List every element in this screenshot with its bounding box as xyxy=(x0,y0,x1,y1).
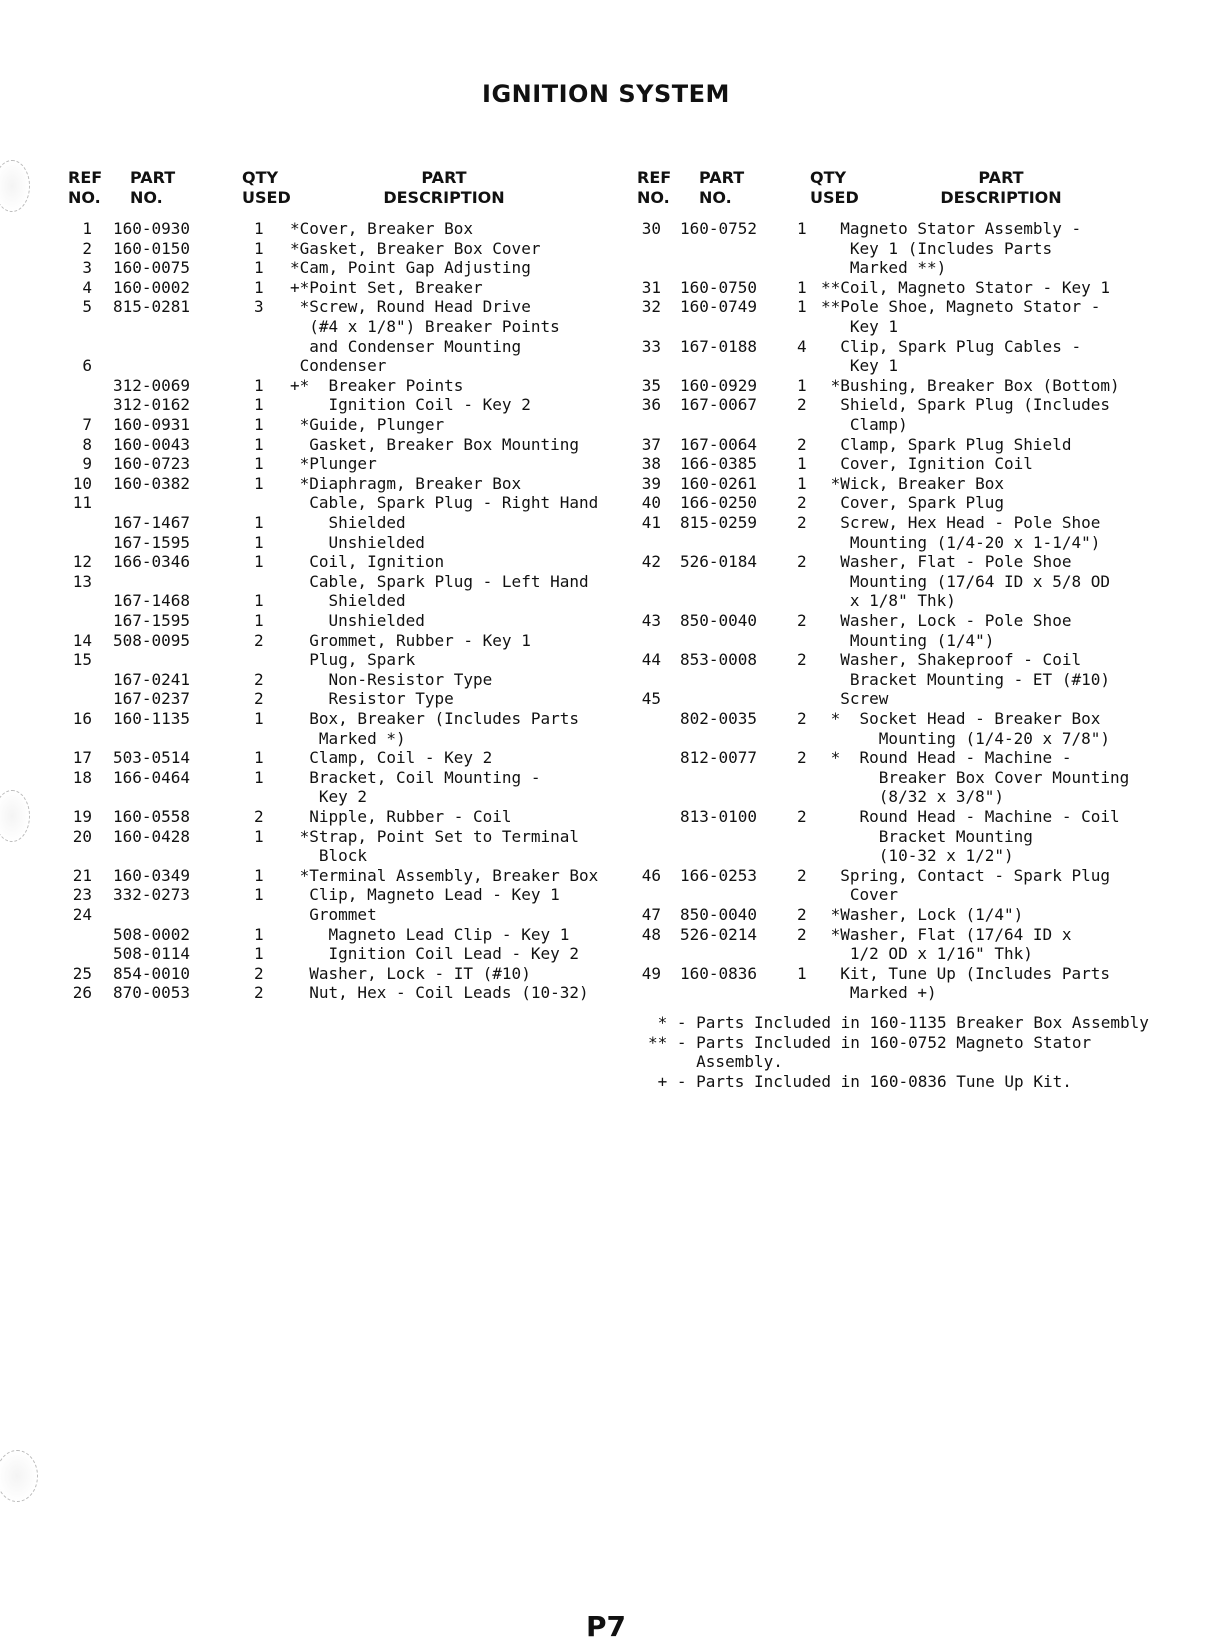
ref-cell: 26 xyxy=(72,983,92,1003)
description-cell: *Bushing, Breaker Box (Bottom) xyxy=(821,375,1120,395)
qty-cell: 1 xyxy=(797,219,807,238)
qty-cell: 2 xyxy=(797,650,807,670)
description-cell: Key 1 (Includes Parts xyxy=(821,238,1053,258)
qty-cell: 2 xyxy=(797,513,807,532)
part-no-cell: 813-0100 xyxy=(680,807,758,826)
part-no-cell: 812-0077 xyxy=(680,748,758,768)
description-cell: Mounting (1/4-20 x 7/8") xyxy=(821,728,1110,748)
part-no-cell: 815-0259 xyxy=(680,513,758,532)
description-cell: Cover, Spark Plug xyxy=(821,493,1005,513)
description-cell: * Round Head - Machine - xyxy=(821,748,1072,768)
ref-cell: 41 xyxy=(641,513,661,532)
punch-hole-icon xyxy=(0,790,30,842)
part-no-cell: 160-0836 xyxy=(680,963,758,983)
qty-cell: 2 xyxy=(797,905,807,924)
description-cell: Key 2 xyxy=(290,787,368,807)
description-cell: *Guide, Plunger xyxy=(290,415,445,434)
description-cell: Magneto Stator Assembly - xyxy=(821,219,1082,238)
description-cell: Grommet, Rubber - Key 1 xyxy=(290,630,531,650)
description-cell: (10-32 x 1/2") xyxy=(821,846,1014,866)
part-no-cell: 160-0349 xyxy=(113,865,191,885)
ref-cell: 49 xyxy=(641,963,661,983)
description-cell: (8/32 x 3/8") xyxy=(821,787,1005,807)
description-cell: Bracket Mounting - ET (#10) xyxy=(821,669,1110,689)
part-no-cell: 870-0053 xyxy=(113,983,191,1003)
qty-cell: 1 xyxy=(797,277,807,297)
description-cell: Block xyxy=(290,846,368,866)
description-cell: x 1/8" Thk) xyxy=(821,591,956,611)
part-no-cell: 166-0346 xyxy=(113,552,191,572)
qty-cell: 2 xyxy=(797,395,807,415)
ref-cell: 12 xyxy=(72,552,92,572)
part-no-cell: 160-0723 xyxy=(113,454,191,474)
description-cell: Marked **) xyxy=(821,258,947,278)
ref-cell: 16 xyxy=(72,709,92,728)
part-no-cell: 160-0261 xyxy=(680,473,758,493)
description-cell: *Terminal Assembly, Breaker Box xyxy=(290,865,599,885)
ref-cell: 44 xyxy=(641,650,661,670)
description-cell: Cable, Spark Plug - Left Hand xyxy=(290,571,589,591)
part-no-cell: 167-0237 xyxy=(113,689,191,709)
part-no-cell: 853-0008 xyxy=(680,650,758,670)
description-cell: **Pole Shoe, Magneto Stator - xyxy=(821,297,1101,317)
page-number: P7 xyxy=(585,1610,626,1643)
header-qty-used: QTY USED xyxy=(810,168,859,207)
part-no-cell: 166-0250 xyxy=(680,493,758,513)
footnote-line: ** - Parts Included in 160-0752 Magneto Stator xyxy=(648,1032,1092,1052)
page-title: IGNITION SYSTEM xyxy=(482,80,730,108)
qty-cell: 1 xyxy=(254,415,264,434)
part-no-cell: 312-0069 xyxy=(113,375,191,395)
part-no-cell: 167-1467 xyxy=(113,513,191,532)
qty-cell: 1 xyxy=(797,375,807,395)
qty-cell: 1 xyxy=(254,238,264,258)
footnote-line: Assembly. xyxy=(648,1052,783,1072)
qty-cell: 1 xyxy=(254,473,264,493)
part-no-cell: 526-0214 xyxy=(680,924,758,944)
description-cell: Bracket, Coil Mounting - xyxy=(290,767,541,787)
qty-cell: 3 xyxy=(254,297,264,317)
description-cell: Washer, Lock - IT (#10) xyxy=(290,963,531,983)
qty-cell: 2 xyxy=(254,963,264,983)
ref-cell: 46 xyxy=(641,865,661,885)
part-no-cell: 167-0241 xyxy=(113,669,191,689)
description-cell: Condenser xyxy=(290,356,387,376)
qty-cell: 2 xyxy=(797,611,807,630)
part-no-cell: 160-0749 xyxy=(680,297,758,317)
description-cell: Gasket, Breaker Box Mounting xyxy=(290,434,579,454)
ref-cell: 23 xyxy=(72,885,92,905)
ref-cell: 3 xyxy=(82,258,92,278)
qty-cell: 1 xyxy=(254,944,264,964)
description-cell: *Plunger xyxy=(290,454,377,474)
qty-cell: 2 xyxy=(254,807,264,826)
description-cell: Key 1 xyxy=(821,356,899,376)
description-cell: Cover, Ignition Coil xyxy=(821,454,1033,474)
part-no-cell: 166-0385 xyxy=(680,454,758,474)
description-cell: Kit, Tune Up (Includes Parts xyxy=(821,963,1110,983)
qty-cell: 1 xyxy=(254,865,264,885)
qty-cell: 1 xyxy=(797,454,807,474)
qty-cell: 1 xyxy=(254,375,264,395)
qty-cell: 1 xyxy=(254,709,264,728)
qty-cell: 2 xyxy=(254,630,264,650)
description-cell: Ignition Coil Lead - Key 2 xyxy=(290,944,579,964)
ref-cell: 5 xyxy=(82,297,92,317)
description-cell: Cover xyxy=(821,885,899,905)
description-cell: *Wick, Breaker Box xyxy=(821,473,1005,493)
description-cell: **Coil, Magneto Stator - Key 1 xyxy=(821,277,1110,297)
part-no-cell: 160-0382 xyxy=(113,473,191,493)
description-cell: *Screw, Round Head Drive xyxy=(290,297,531,317)
ref-cell: 42 xyxy=(641,552,661,572)
qty-cell: 2 xyxy=(254,689,264,709)
description-cell: Shield, Spark Plug (Includes xyxy=(821,395,1110,415)
qty-cell: 1 xyxy=(797,963,807,983)
ref-cell: 37 xyxy=(641,434,661,454)
qty-cell: 2 xyxy=(797,748,807,768)
part-no-cell: 160-0929 xyxy=(680,375,758,395)
description-cell: Mounting (1/4-20 x 1-1/4") xyxy=(821,532,1101,552)
part-no-cell: 312-0162 xyxy=(113,395,191,415)
description-cell: Unshielded xyxy=(290,611,425,630)
header-part-no: PART NO. xyxy=(699,168,745,207)
description-cell: Ignition Coil - Key 2 xyxy=(290,395,531,415)
description-cell: *Gasket, Breaker Box Cover xyxy=(290,238,541,258)
qty-cell: 1 xyxy=(797,297,807,317)
description-cell: +* Breaker Points xyxy=(290,375,464,395)
description-cell: and Condenser Mounting xyxy=(290,336,522,356)
description-cell: Key 1 xyxy=(821,317,899,336)
header-part-description: PART DESCRIPTION xyxy=(383,168,505,207)
part-no-cell: 850-0040 xyxy=(680,905,758,924)
description-cell: 1/2 OD x 1/16" Thk) xyxy=(821,944,1033,964)
ref-cell: 40 xyxy=(641,493,661,513)
description-cell: Shielded xyxy=(290,591,406,611)
ref-cell: 6 xyxy=(82,356,92,376)
part-no-cell: 160-0750 xyxy=(680,277,758,297)
part-no-cell: 850-0040 xyxy=(680,611,758,630)
part-no-cell: 167-1595 xyxy=(113,532,191,552)
qty-cell: 1 xyxy=(254,513,264,532)
header-ref-no: REF NO. xyxy=(637,168,672,207)
description-cell: Round Head - Machine - Coil xyxy=(821,807,1120,826)
description-cell: Nut, Hex - Coil Leads (10-32) xyxy=(290,983,589,1003)
description-cell: Shielded xyxy=(290,513,406,532)
description-cell: Unshielded xyxy=(290,532,425,552)
ref-cell: 24 xyxy=(72,905,92,924)
qty-cell: 1 xyxy=(254,454,264,474)
description-cell: *Cam, Point Gap Adjusting xyxy=(290,258,531,278)
part-no-cell: 508-0002 xyxy=(113,924,191,944)
qty-cell: 1 xyxy=(254,924,264,944)
description-cell: Mounting (17/64 ID x 5/8 OD xyxy=(821,571,1110,591)
part-no-cell: 332-0273 xyxy=(113,885,191,905)
qty-cell: 1 xyxy=(797,473,807,493)
ref-cell: 48 xyxy=(641,924,661,944)
qty-cell: 2 xyxy=(797,434,807,454)
ref-cell: 10 xyxy=(72,473,92,493)
description-cell: Marked *) xyxy=(290,728,406,748)
ref-cell: 15 xyxy=(72,650,92,670)
description-cell: Cable, Spark Plug - Right Hand xyxy=(290,493,599,513)
qty-cell: 4 xyxy=(797,336,807,356)
qty-cell: 2 xyxy=(797,552,807,572)
part-no-cell: 160-0931 xyxy=(113,415,191,434)
ref-cell: 17 xyxy=(72,748,92,768)
qty-cell: 1 xyxy=(254,767,264,787)
part-no-cell: 815-0281 xyxy=(113,297,191,317)
part-no-cell: 167-1468 xyxy=(113,591,191,611)
description-cell: *Cover, Breaker Box xyxy=(290,219,474,238)
qty-cell: 2 xyxy=(797,924,807,944)
qty-cell: 1 xyxy=(254,611,264,630)
description-cell: Clip, Spark Plug Cables - xyxy=(821,336,1082,356)
ref-cell: 30 xyxy=(641,219,661,238)
ref-cell: 38 xyxy=(641,454,661,474)
qty-cell: 1 xyxy=(254,826,264,846)
description-cell: Screw, Hex Head - Pole Shoe xyxy=(821,513,1101,532)
part-no-cell: 802-0035 xyxy=(680,709,758,728)
qty-cell: 1 xyxy=(254,532,264,552)
description-cell: Clamp, Coil - Key 2 xyxy=(290,748,493,768)
description-cell: Spring, Contact - Spark Plug xyxy=(821,865,1110,885)
ref-cell: 14 xyxy=(72,630,92,650)
part-no-cell: 160-0752 xyxy=(680,219,758,238)
ref-cell: 19 xyxy=(72,807,92,826)
description-cell: Washer, Lock - Pole Shoe xyxy=(821,611,1072,630)
description-cell: (#4 x 1/8") Breaker Points xyxy=(290,317,560,336)
header-qty-used: QTY USED xyxy=(242,168,291,207)
qty-cell: 2 xyxy=(797,709,807,728)
description-cell: *Diaphragm, Breaker Box xyxy=(290,473,522,493)
description-cell: *Washer, Lock (1/4") xyxy=(821,905,1024,924)
part-no-cell: 508-0114 xyxy=(113,944,191,964)
part-no-cell: 160-0428 xyxy=(113,826,191,846)
footnote-line: * - Parts Included in 160-1135 Breaker Box Assembly xyxy=(648,1013,1149,1032)
qty-cell: 1 xyxy=(254,748,264,768)
qty-cell: 1 xyxy=(254,434,264,454)
part-no-cell: 160-1135 xyxy=(113,709,191,728)
footnote-line: + - Parts Included in 160-0836 Tune Up Kit. xyxy=(648,1071,1072,1091)
description-cell: Breaker Box Cover Mounting xyxy=(821,767,1130,787)
ref-cell: 8 xyxy=(82,434,92,454)
ref-cell: 47 xyxy=(641,905,661,924)
ref-cell: 2 xyxy=(82,238,92,258)
ref-cell: 43 xyxy=(641,611,661,630)
part-no-cell: 503-0514 xyxy=(113,748,191,768)
header-part-no: PART NO. xyxy=(130,168,176,207)
description-cell: *Washer, Flat (17/64 ID x xyxy=(821,924,1072,944)
part-no-cell: 167-0188 xyxy=(680,336,758,356)
description-cell: *Strap, Point Set to Terminal xyxy=(290,826,579,846)
qty-cell: 1 xyxy=(254,258,264,278)
part-no-cell: 160-0002 xyxy=(113,277,191,297)
qty-cell: 1 xyxy=(254,277,264,297)
ref-cell: 36 xyxy=(641,395,661,415)
ref-cell: 31 xyxy=(641,277,661,297)
description-cell: Marked +) xyxy=(821,983,937,1003)
qty-cell: 2 xyxy=(254,983,264,1003)
description-cell: Grommet xyxy=(290,905,377,924)
ref-cell: 39 xyxy=(641,473,661,493)
ref-cell: 45 xyxy=(641,689,661,709)
part-no-cell: 167-1595 xyxy=(113,611,191,630)
description-cell: Washer, Flat - Pole Shoe xyxy=(821,552,1072,572)
description-cell: Bracket Mounting xyxy=(821,826,1033,846)
part-no-cell: 160-0150 xyxy=(113,238,191,258)
qty-cell: 1 xyxy=(254,395,264,415)
description-cell: Clamp) xyxy=(821,415,908,434)
ref-cell: 13 xyxy=(72,571,92,591)
part-no-cell: 508-0095 xyxy=(113,630,191,650)
part-no-cell: 160-0043 xyxy=(113,434,191,454)
ref-cell: 9 xyxy=(82,454,92,474)
description-cell: +*Point Set, Breaker xyxy=(290,277,483,297)
description-cell: * Socket Head - Breaker Box xyxy=(821,709,1101,728)
part-no-cell: 160-0075 xyxy=(113,258,191,278)
ref-cell: 35 xyxy=(641,375,661,395)
part-no-cell: 166-0253 xyxy=(680,865,758,885)
description-cell: Plug, Spark xyxy=(290,650,416,670)
ref-cell: 7 xyxy=(82,415,92,434)
qty-cell: 1 xyxy=(254,552,264,572)
part-no-cell: 160-0558 xyxy=(113,807,191,826)
description-cell: Clamp, Spark Plug Shield xyxy=(821,434,1072,454)
qty-cell: 1 xyxy=(254,591,264,611)
qty-cell: 2 xyxy=(797,493,807,513)
ref-cell: 20 xyxy=(72,826,92,846)
description-cell: Screw xyxy=(821,689,889,709)
qty-cell: 2 xyxy=(797,807,807,826)
description-cell: Clip, Magneto Lead - Key 1 xyxy=(290,885,560,905)
description-cell: Non-Resistor Type xyxy=(290,669,493,689)
punch-hole-icon xyxy=(0,1450,38,1502)
ref-cell: 4 xyxy=(82,277,92,297)
ref-cell: 18 xyxy=(72,767,92,787)
qty-cell: 1 xyxy=(254,885,264,905)
part-no-cell: 526-0184 xyxy=(680,552,758,572)
ref-cell: 1 xyxy=(82,219,92,238)
header-ref-no: REF NO. xyxy=(68,168,103,207)
ref-cell: 32 xyxy=(641,297,661,317)
punch-hole-icon xyxy=(0,160,30,212)
part-no-cell: 167-0067 xyxy=(680,395,758,415)
qty-cell: 1 xyxy=(254,219,264,238)
qty-cell: 2 xyxy=(797,865,807,885)
part-no-cell: 160-0930 xyxy=(113,219,191,238)
description-cell: Nipple, Rubber - Coil xyxy=(290,807,512,826)
ref-cell: 33 xyxy=(641,336,661,356)
part-no-cell: 166-0464 xyxy=(113,767,191,787)
description-cell: Box, Breaker (Includes Parts xyxy=(290,709,579,728)
description-cell: Mounting (1/4") xyxy=(821,630,995,650)
header-part-description: PART DESCRIPTION xyxy=(940,168,1062,207)
qty-cell: 2 xyxy=(254,669,264,689)
description-cell: Coil, Ignition xyxy=(290,552,445,572)
description-cell: Resistor Type xyxy=(290,689,454,709)
part-no-cell: 854-0010 xyxy=(113,963,191,983)
ref-cell: 11 xyxy=(72,493,92,513)
description-cell: Washer, Shakeproof - Coil xyxy=(821,650,1082,670)
part-no-cell: 167-0064 xyxy=(680,434,758,454)
ref-cell: 21 xyxy=(72,865,92,885)
ref-cell: 25 xyxy=(72,963,92,983)
description-cell: Magneto Lead Clip - Key 1 xyxy=(290,924,570,944)
